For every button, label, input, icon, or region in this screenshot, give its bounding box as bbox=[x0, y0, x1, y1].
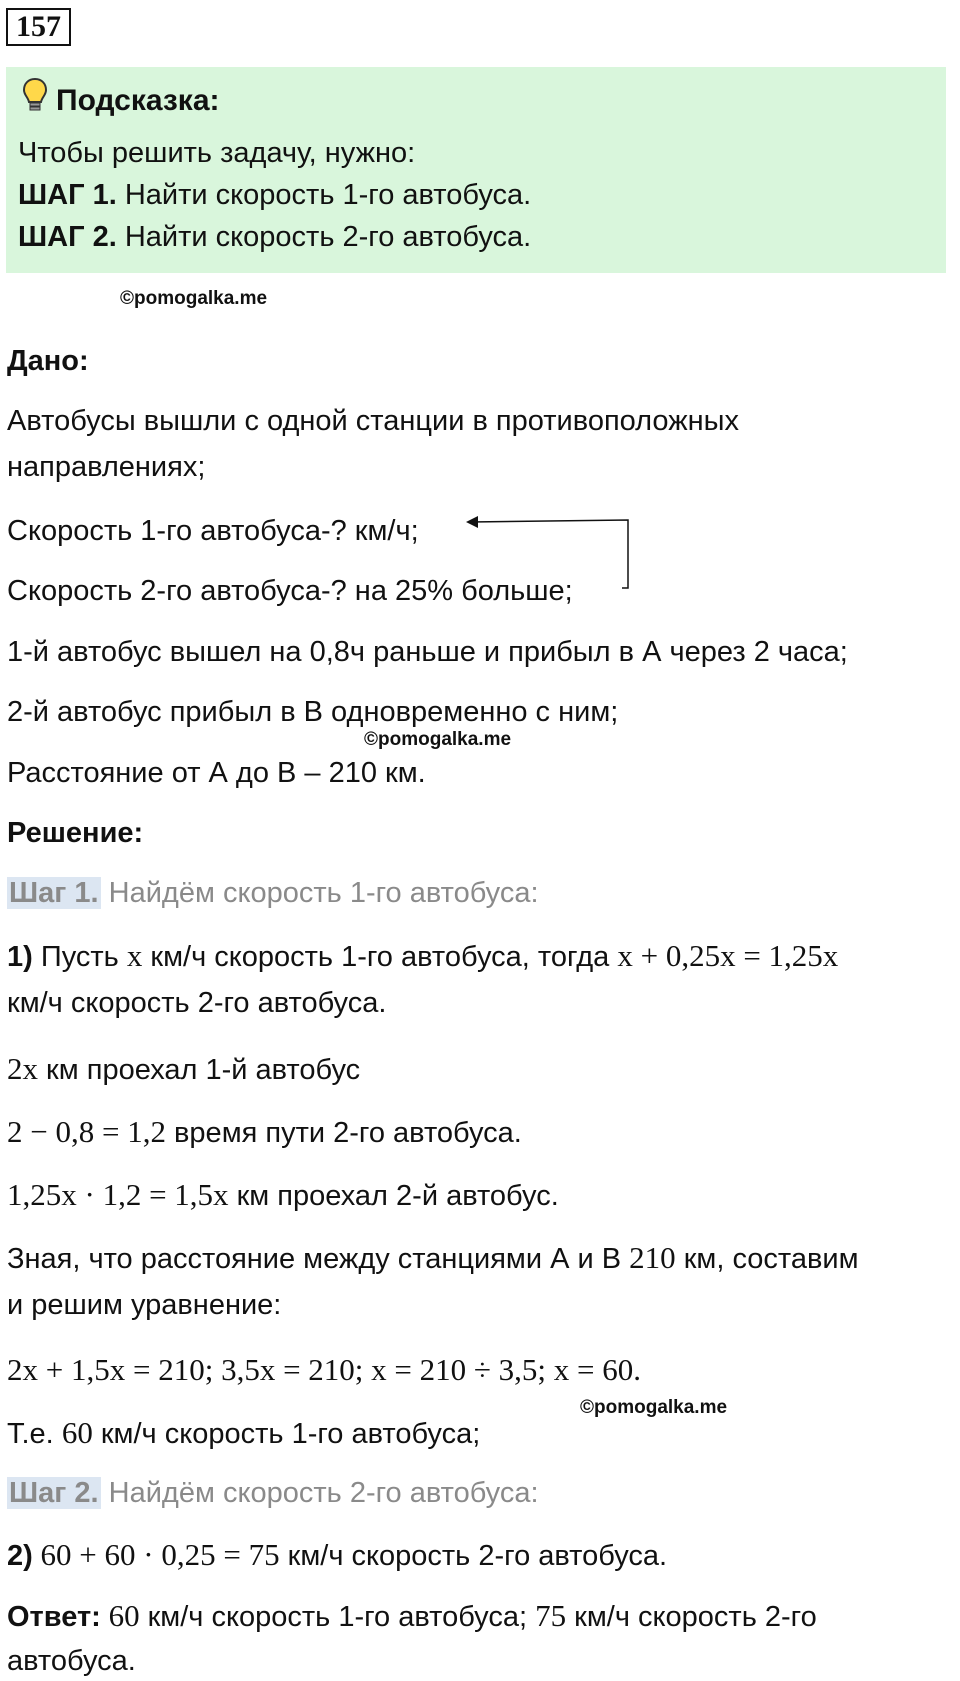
step-2-heading bbox=[7, 1473, 539, 1513]
hint-intro: Чтобы решить задачу, нужно: bbox=[18, 137, 416, 169]
step-text: Найдём скорость 1-го автобуса: bbox=[100, 877, 539, 909]
comparison-arrow bbox=[0, 0, 960, 620]
item-number: 1) bbox=[7, 941, 33, 973]
solution-line bbox=[7, 1413, 480, 1454]
solution-line bbox=[7, 1175, 559, 1216]
text: Т.е. bbox=[7, 1418, 62, 1450]
given-line: 1-й автобус вышел на 0,8ч раньше и прибыл в А через 2 часа; bbox=[7, 636, 848, 668]
watermark: ©pomogalka.me bbox=[580, 1397, 728, 1418]
hint-step-label: ШАГ 1. bbox=[18, 179, 117, 211]
given-line: направлениях; bbox=[7, 451, 206, 483]
text: км проехал 1-й автобус bbox=[38, 1054, 361, 1086]
given-line: Расстояние от А до В – 210 км. bbox=[7, 757, 426, 789]
text: км проехал 2-й автобус. bbox=[228, 1180, 559, 1212]
math: x + 0,25x = 1,25x bbox=[617, 938, 839, 973]
text: время пути 2-го автобуса. bbox=[165, 1117, 522, 1149]
solution-line bbox=[7, 1535, 667, 1576]
step-1-heading bbox=[7, 873, 539, 913]
solution-title: Решение: bbox=[7, 817, 144, 849]
math: 60 bbox=[61, 1415, 93, 1450]
problem-number: 157 bbox=[6, 8, 71, 46]
given-title: Дано: bbox=[7, 345, 89, 377]
solution-line: и решим уравнение: bbox=[7, 1289, 282, 1321]
given-line: Скорость 2-го автобуса-? на 25% больше; bbox=[7, 575, 573, 607]
text: Зная, что расстояние между станциями А и В bbox=[7, 1243, 630, 1275]
text: Пусть bbox=[32, 941, 127, 973]
math: 2 − 0,8 = 1,2 bbox=[7, 1114, 166, 1149]
given-line: Скорость 1-го автобуса-? км/ч; bbox=[7, 515, 419, 547]
math: 2x bbox=[7, 1051, 38, 1086]
watermark: ©pomogalka.me bbox=[364, 729, 512, 750]
hint-title-text: Подсказка: bbox=[56, 83, 220, 117]
solution-line bbox=[7, 936, 838, 977]
answer-line: автобуса. bbox=[7, 1645, 136, 1677]
text: км/ч скорость 2-го автобуса. bbox=[279, 1540, 668, 1572]
hint-step-text: Найти скорость 1-го автобуса. bbox=[116, 179, 532, 211]
item-number: 2) bbox=[7, 1540, 33, 1572]
step-label: Шаг 1. bbox=[9, 877, 99, 909]
hint-step-label: ШАГ 2. bbox=[18, 221, 117, 253]
math: 60 bbox=[100, 1598, 140, 1633]
equation: 2x + 1,5x = 210; 3,5x = 210; x = 210 ÷ 3,5; x = 60. bbox=[7, 1352, 642, 1387]
given-line: 2-й автобус прибыл в В одновременно с ним; bbox=[7, 696, 619, 728]
math: 60 + 60 · 0,25 = 75 bbox=[32, 1537, 280, 1572]
math: 1,25x · 1,2 = 1,5x bbox=[7, 1177, 229, 1212]
math: 75 bbox=[535, 1598, 567, 1633]
text: км/ч скорость 1-го автобуса; bbox=[92, 1418, 481, 1450]
given-line: Автобусы вышли с одной станции в противоположных bbox=[7, 405, 739, 437]
text: км/ч скорость 1-го автобуса; bbox=[139, 1601, 536, 1633]
hint-step-text: Найти скорость 2-го автобуса. bbox=[116, 221, 532, 253]
answer-line bbox=[7, 1596, 817, 1637]
solution-line bbox=[7, 1112, 522, 1153]
answer-label: Ответ: bbox=[7, 1601, 101, 1633]
text: км, составим bbox=[675, 1243, 859, 1275]
solution-line bbox=[7, 1049, 360, 1090]
text: км/ч скорость 1-го автобуса, тогда bbox=[142, 941, 618, 973]
step-label: Шаг 2. bbox=[9, 1477, 99, 1509]
solution-line bbox=[7, 1238, 859, 1279]
watermark: ©pomogalka.me bbox=[120, 288, 268, 309]
math: x bbox=[126, 938, 143, 973]
math: 210 bbox=[629, 1240, 676, 1275]
text: км/ч скорость 2-го bbox=[566, 1601, 817, 1633]
solution-line: км/ч скорость 2-го автобуса. bbox=[7, 987, 387, 1019]
step-text: Найдём скорость 2-го автобуса: bbox=[100, 1477, 539, 1509]
